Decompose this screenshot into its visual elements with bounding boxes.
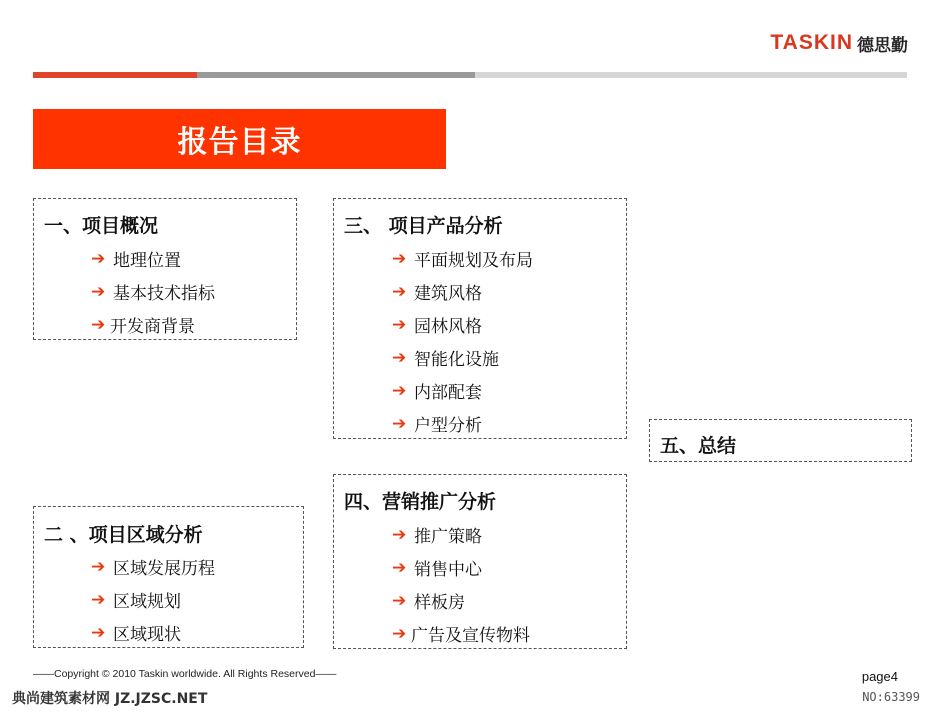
section-5-box [649, 419, 912, 462]
page-number: page4 [861, 669, 898, 684]
watermark-number: NO:63399 [862, 690, 920, 704]
watermark-text: 典尚建筑素材网 JZ.JZSC.NET [12, 691, 208, 707]
taskin-logo [770, 28, 908, 58]
list-item-label: 平面规划及布局 [414, 251, 533, 271]
list-item [392, 555, 482, 580]
divider-segment-lightgray [475, 72, 907, 78]
list-item-label: 园林风格 [414, 317, 482, 337]
arrow-right-icon: ➔ [392, 623, 407, 644]
divider-segment-gray [197, 72, 475, 78]
list-item-label: 户型分析 [414, 416, 482, 436]
arrow-right-icon: ➔ [91, 622, 106, 643]
list-item [392, 621, 530, 646]
arrow-right-icon: ➔ [91, 314, 106, 335]
list-item-label: 区域发展历程 [113, 559, 215, 579]
section-4-box [333, 474, 627, 649]
arrow-right-icon: ➔ [392, 314, 407, 335]
list-item [392, 522, 482, 547]
list-item-label: 销售中心 [414, 560, 482, 580]
list-item-label: 地理位置 [113, 251, 181, 271]
section-2-box [33, 506, 304, 648]
list-item-label: 建筑风格 [414, 284, 482, 304]
list-item [91, 554, 215, 579]
section-5-heading: 五、总结 [660, 435, 737, 457]
arrow-right-icon: ➔ [392, 248, 407, 269]
arrow-right-icon: ➔ [91, 556, 106, 577]
list-item [392, 588, 465, 613]
list-item-label: 内部配套 [414, 383, 482, 403]
arrow-right-icon: ➔ [392, 281, 407, 302]
arrow-right-icon: ➔ [91, 248, 106, 269]
list-item [392, 378, 482, 403]
arrow-right-icon: ➔ [392, 590, 407, 611]
list-item [392, 279, 482, 304]
arrow-right-icon: ➔ [392, 347, 407, 368]
list-item-label: 智能化设施 [414, 350, 499, 370]
arrow-right-icon: ➔ [392, 524, 407, 545]
header-divider-bar [33, 72, 907, 78]
section-1-box [33, 198, 297, 340]
logo-text-en: TASKIN [770, 31, 853, 54]
list-item [392, 246, 533, 271]
list-item [392, 411, 482, 436]
list-item-label: 推广策略 [414, 527, 482, 547]
list-item-label: 广告及宣传物料 [411, 626, 530, 646]
section-2-heading: 二 、项目区域分析 [44, 524, 203, 546]
list-item-label: 基本技术指标 [113, 284, 215, 304]
arrow-right-icon: ➔ [91, 281, 106, 302]
list-item [91, 587, 181, 612]
section-3-heading: 三、 项目产品分析 [344, 215, 503, 237]
list-item-label: 区域现状 [113, 625, 181, 645]
section-1-heading: 一、项目概况 [44, 215, 159, 237]
list-item [91, 620, 181, 645]
arrow-right-icon: ➔ [392, 413, 407, 434]
section-4-heading: 四、营销推广分析 [344, 491, 497, 513]
logo-text-cn: 德思勤 [857, 35, 908, 56]
copyright-text: ——Copyright © 2010 Taskin worldwide. All Rights Reserved—— [33, 668, 337, 680]
list-item [91, 279, 215, 304]
divider-segment-red [33, 72, 197, 78]
arrow-right-icon: ➔ [392, 380, 407, 401]
arrow-right-icon: ➔ [392, 557, 407, 578]
page-title: 报告目录 [33, 109, 446, 169]
section-3-box [333, 198, 627, 439]
list-item [91, 246, 181, 271]
list-item-label: 样板房 [414, 593, 465, 613]
list-item [91, 312, 195, 337]
list-item-label: 区域规划 [113, 592, 181, 612]
list-item [392, 345, 499, 370]
list-item-label: 开发商背景 [110, 317, 195, 337]
list-item [392, 312, 482, 337]
arrow-right-icon: ➔ [91, 589, 106, 610]
